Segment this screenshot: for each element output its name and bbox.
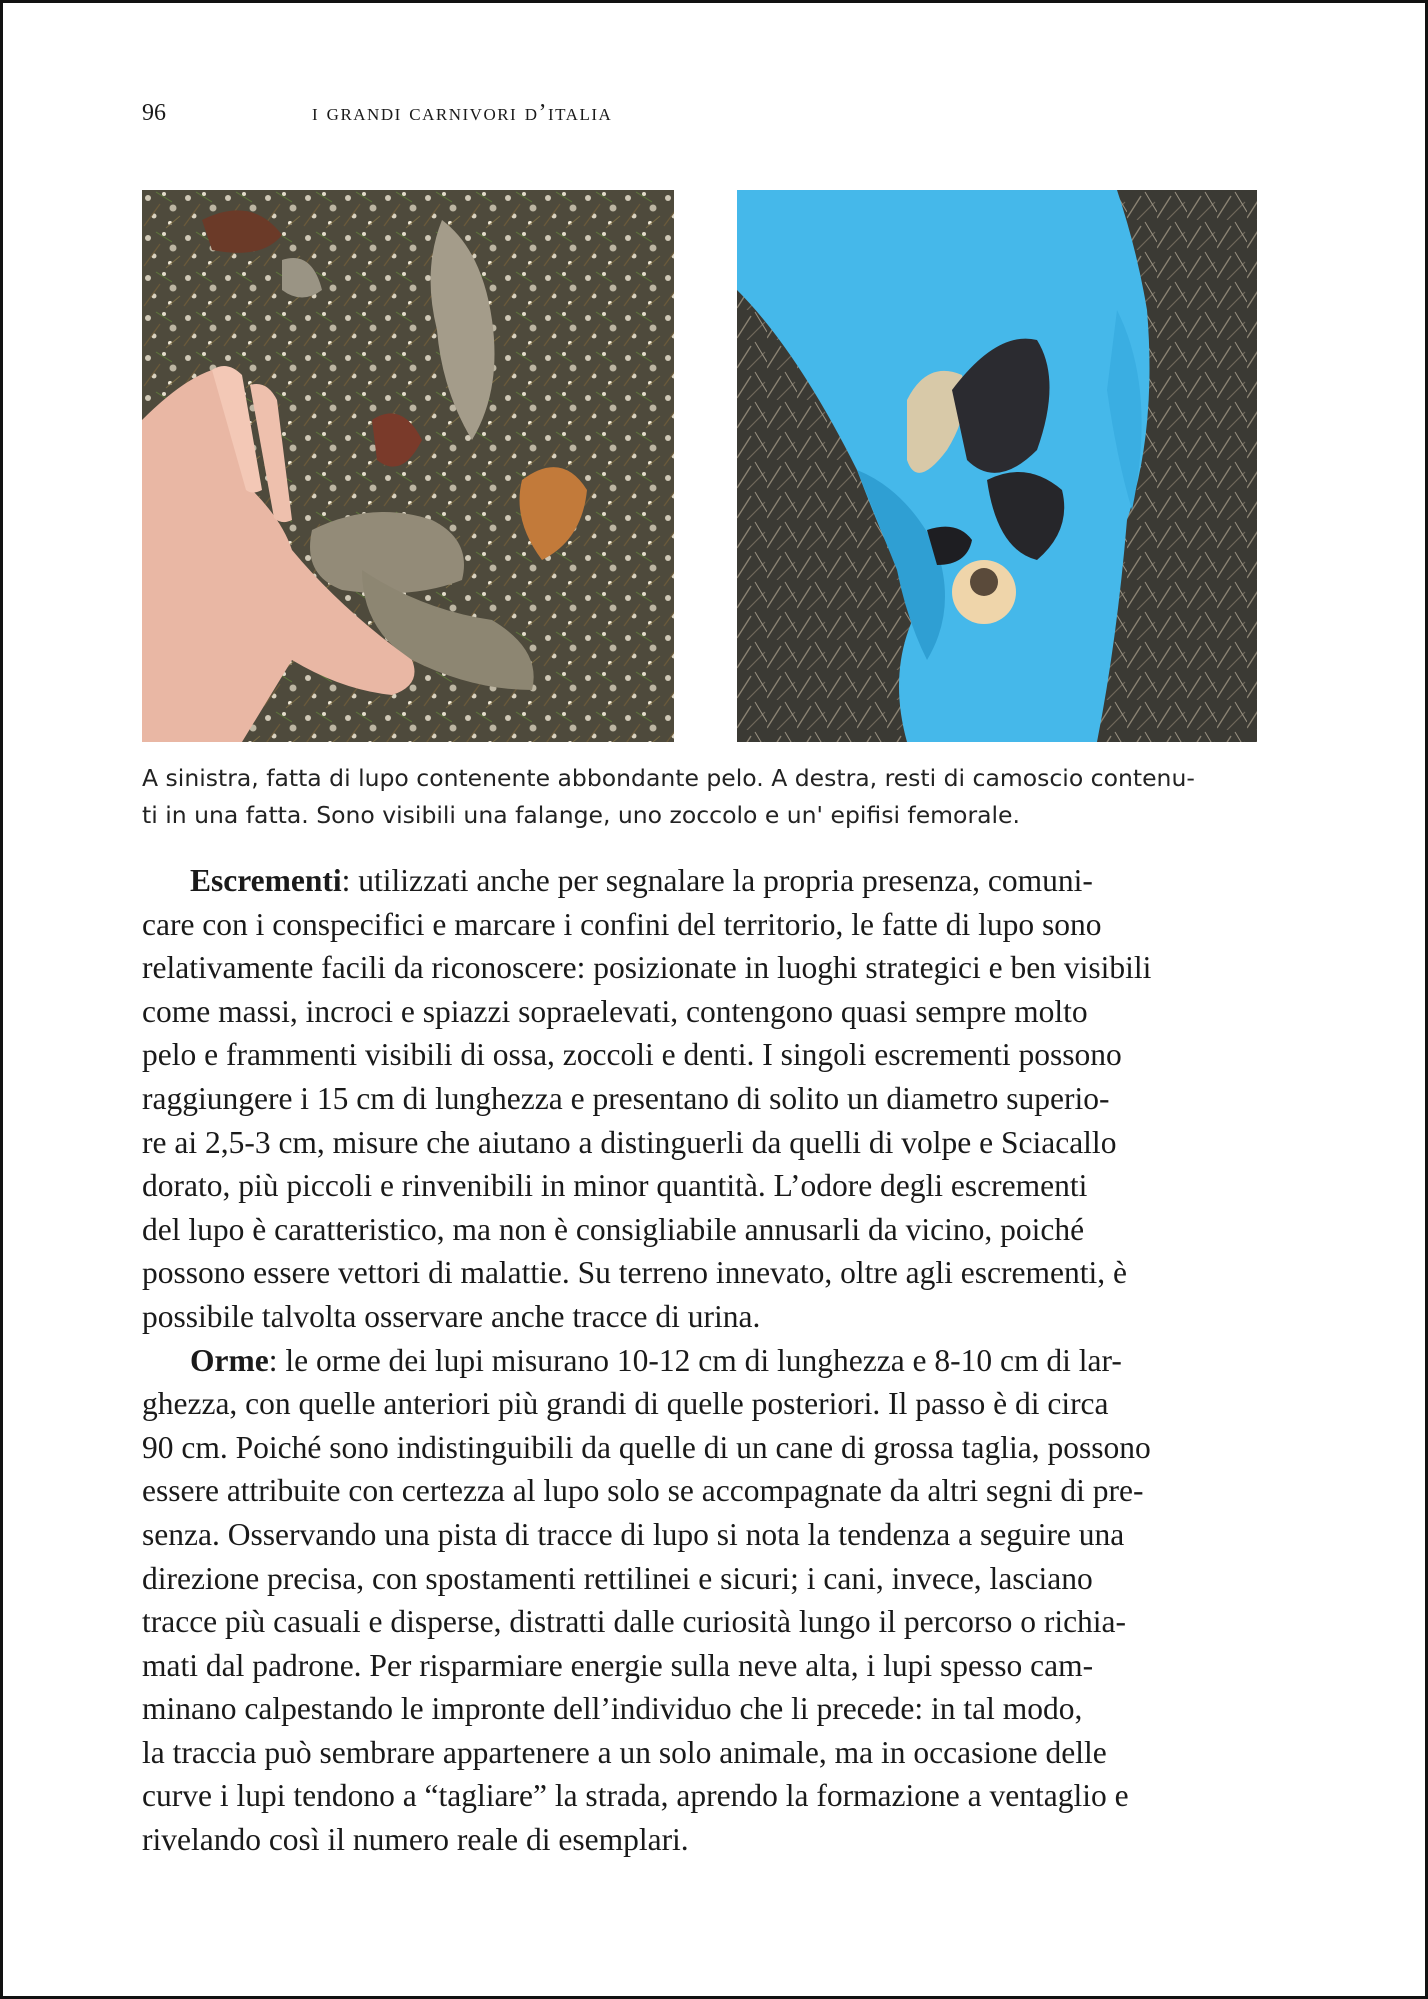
text-line: possibile talvolta osservare anche tracce di urina. <box>142 1298 761 1334</box>
text-line: ghezza, con quelle anteriori più grandi di quelle posteriori. Il passo è di circa <box>142 1386 1109 1422</box>
caption-line: ti in una fatta. Sono visibili una falange, uno zoccolo e un' epifisi femorale. <box>142 801 1020 829</box>
term-orme: Orme <box>190 1342 269 1378</box>
left-photo <box>142 190 674 742</box>
text-line: re ai 2,5-3 cm, misure che aiutano a distinguerli da quelli di volpe e Sciacallo <box>142 1124 1117 1160</box>
page-number: 96 <box>142 100 166 126</box>
term-escrementi: Escrementi <box>190 863 342 898</box>
paragraph-first-line <box>142 1339 1257 1383</box>
paragraph-first-line <box>142 859 1257 903</box>
text-line: come massi, incroci e spiazzi sopraelevati, contengono quasi sempre molto <box>142 993 1088 1029</box>
lead-text: : le orme dei lupi misurano 10-12 cm di lunghezza e 8-10 cm di lar- <box>268 1342 1122 1378</box>
wolf-scat-photo <box>142 190 674 742</box>
right-photo <box>737 190 1257 742</box>
lead-text: : utilizzati anche per segnalare la propria presenza, comuni- <box>341 863 1093 898</box>
caption-line: A sinistra, fatta di lupo contenente abbondante pelo. A destra, resti di camoscio contenu- <box>142 764 1195 792</box>
text-line: care con i conspecifici e marcare i confini del territorio, le fatte di lupo sono <box>142 906 1102 942</box>
text-line: dorato, più piccoli e rinvenibili in minor quantità. L’odore degli escrementi <box>142 1168 1088 1204</box>
text-line: tracce più casuali e disperse, distratti dalle curiosità lungo il percorso o richia- <box>142 1604 1127 1640</box>
text-line: curve i lupi tendono a “tagliare” la strada, aprendo la formazione a ventaglio e <box>142 1778 1129 1814</box>
text-line: senza. Osservando una pista di tracce di lupo si nota la tendenza a seguire una <box>142 1516 1125 1552</box>
running-header <box>142 100 1257 130</box>
text-line: direzione precisa, con spostamenti rettilinei e sicuri; i cani, invece, lasciano <box>142 1560 1093 1596</box>
text-line: possono essere vettori di malattie. Su terreno innevato, oltre agli escrementi, è <box>142 1255 1127 1291</box>
text-line: rivelando così il numero reale di esemplari. <box>142 1822 689 1858</box>
text-line: essere attribuite con certezza al lupo solo se accompagnate da altri segni di pre- <box>142 1473 1144 1509</box>
text-line: pelo e frammenti visibili di ossa, zoccoli e denti. I singoli escrementi possono <box>142 1037 1122 1073</box>
text-line: minano calpestando le impronte dell’individuo che li precede: in tal modo, <box>142 1691 1083 1727</box>
text-line: raggiungere i 15 cm di lunghezza e presentano di solito un diametro superio- <box>142 1080 1110 1116</box>
text-line: del lupo è caratteristico, ma non è consigliabile annusarli da vicino, poiché <box>142 1211 1085 1247</box>
gloved-hand-photo <box>737 190 1257 742</box>
text-line: mati dal padrone. Per risparmiare energie sulla neve alta, i lupi spesso cam- <box>142 1647 1094 1683</box>
book-title: i grandi carnivori d’italia <box>312 100 613 126</box>
body-text <box>142 859 1257 1862</box>
text-line: relativamente facili da riconoscere: posizionate in luoghi strategici e ben visibili <box>142 950 1152 986</box>
text-line: 90 cm. Poiché sono indistinguibili da quelle di un cane di grossa taglia, possono <box>142 1429 1151 1465</box>
figure-caption <box>142 760 1257 834</box>
text-line: la traccia può sembrare appartenere a un solo animale, ma in occasione delle <box>142 1734 1107 1770</box>
